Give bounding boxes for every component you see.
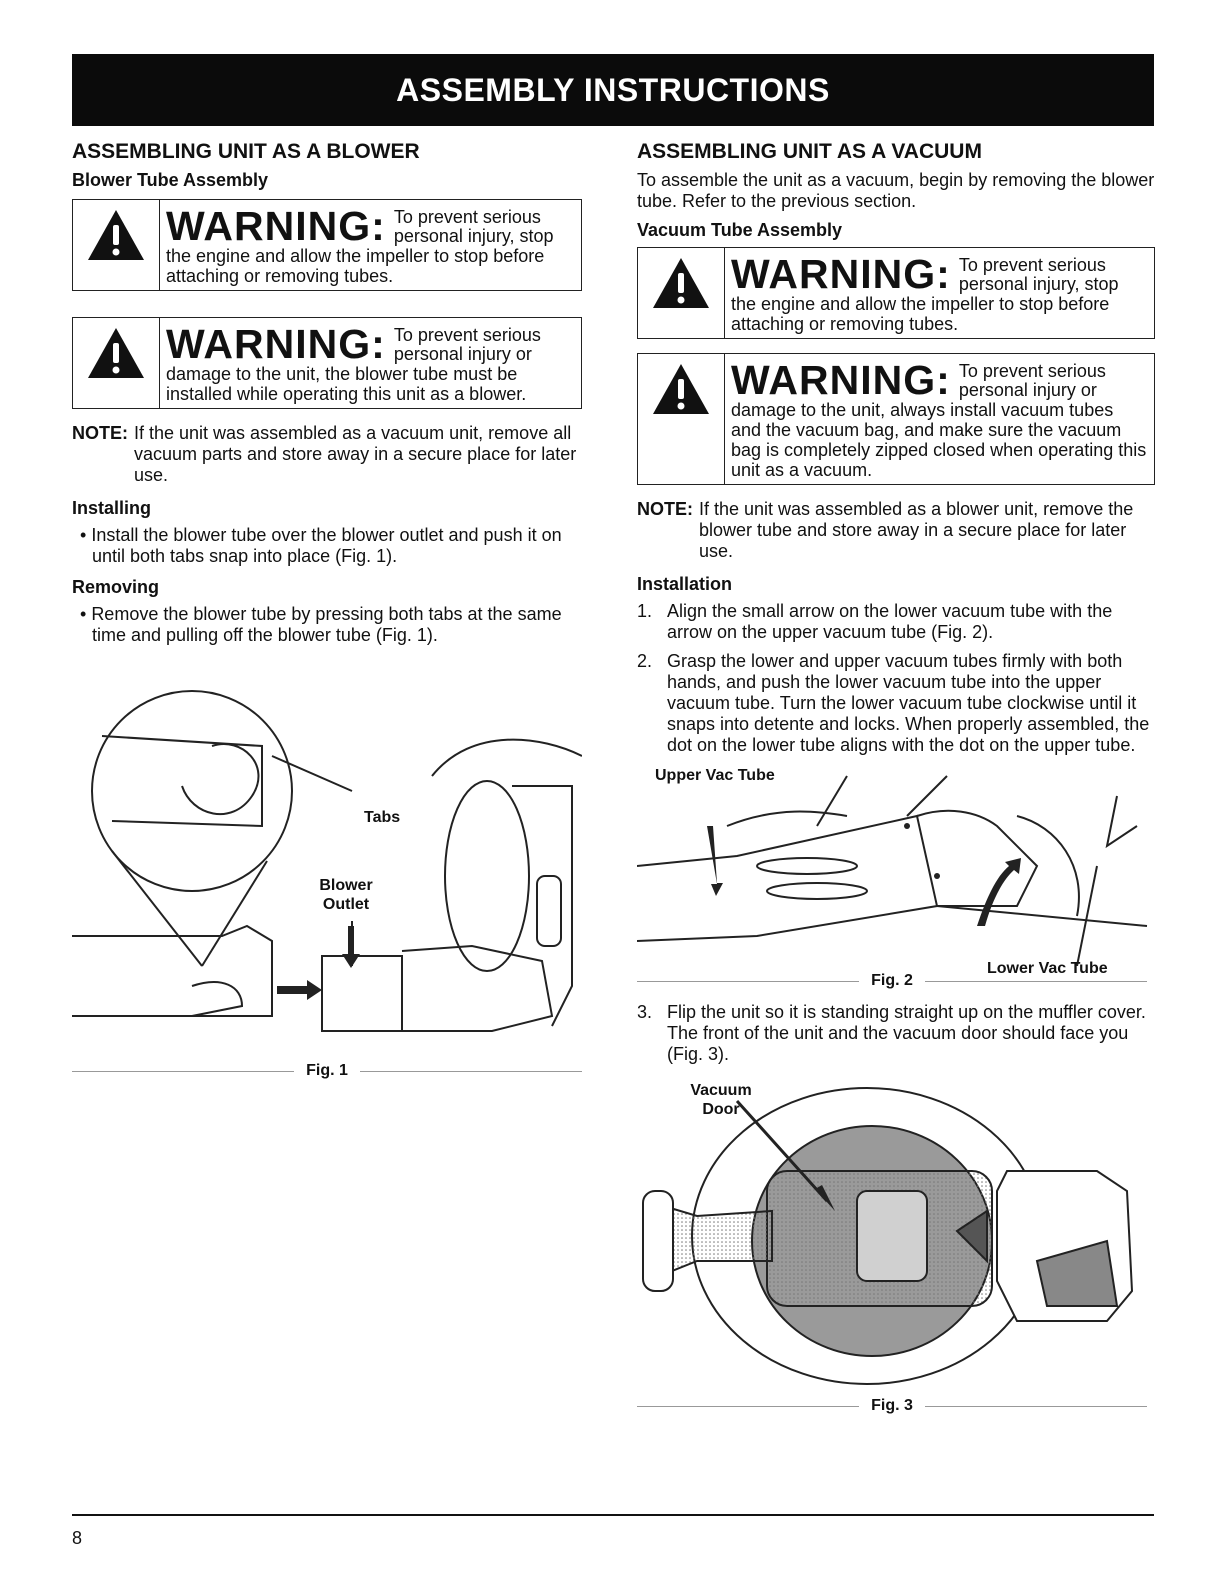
warning-lead: To prevent serious personal injury, stop: [958, 255, 1119, 294]
subheading-installation: Installation: [637, 574, 733, 594]
warning-text: damage to the unit, the blower tube must be installed while operating this unit as a blower.: [166, 364, 527, 404]
list-item: • Remove the blower tube by pressing both tabs at the same time and pulling off the blower tube (Fig. 1).: [80, 604, 562, 645]
figure-caption: Fig. 2: [637, 972, 1147, 990]
warning-word: WARNING:: [166, 203, 386, 249]
figure-caption: Fig. 1: [72, 1062, 582, 1080]
page-number: 8: [72, 1528, 83, 1548]
warning-word: WARNING:: [731, 357, 951, 403]
note-label: NOTE:: [637, 499, 693, 519]
note: [637, 499, 1155, 562]
fig3-door-label: Vacuum Door: [690, 1082, 752, 1118]
subheading-removing: Removing: [72, 577, 160, 597]
fig2-lower-label: Lower Vac Tube: [987, 960, 1108, 977]
list-item: 3. Flip the unit so it is standing straight up on the muffler cover. The front of the unit and the vacuum door should face you (Fig. 3).: [637, 1002, 1146, 1064]
figure-caption: Fig. 3: [637, 1397, 1147, 1415]
warning-box: [72, 199, 582, 291]
intro-text: To assemble the unit as a vacuum, begin by removing the blower tube. Refer to the previous section.: [637, 170, 1155, 211]
vac-tube-illustration: [637, 766, 1155, 966]
note-text: If the unit was assembled as a blower unit, remove the blower tube and store away in a secure place for later use.: [699, 499, 1134, 561]
warning-text: the engine and allow the impeller to stop before attaching or removing tubes.: [731, 294, 1110, 334]
vacuum-door-illustration: [637, 1081, 1155, 1391]
fig1-tabs-label: Tabs: [364, 809, 401, 826]
blower-tube-illustration: [72, 686, 582, 1046]
note: [72, 423, 582, 486]
list-item: • Install the blower tube over the blower outlet and push it on until both tabs snap into place (Fig. 1).: [80, 525, 562, 566]
subheading-vacuum-tube: Vacuum Tube Assembly: [637, 220, 843, 240]
steps-list: [637, 601, 1155, 756]
warning-lead: To prevent serious personal injury or: [393, 325, 541, 364]
warning-word: WARNING:: [731, 251, 951, 297]
warning-triangle-icon: [638, 248, 725, 338]
subheading-blower-tube: Blower Tube Assembly: [72, 170, 269, 190]
steps-list: [637, 1002, 1155, 1065]
figure-2: [637, 766, 1155, 996]
warning-text: the engine and allow the impeller to stop before attaching or removing tubes.: [166, 246, 545, 286]
figure-1: [72, 686, 582, 1086]
figure-3: [637, 1081, 1155, 1421]
warning-triangle-icon: [73, 200, 160, 290]
warning-triangle-icon: [638, 354, 725, 484]
warning-lead: To prevent serious personal injury, stop: [393, 207, 554, 246]
section-heading-vacuum: ASSEMBLING UNIT AS A VACUUM: [637, 140, 982, 163]
warning-word: WARNING:: [166, 321, 386, 367]
warning-box: [72, 317, 582, 409]
warning-box: [637, 353, 1155, 485]
note-text: If the unit was assembled as a vacuum unit, remove all vacuum parts and store away in a secure place for later use.: [134, 423, 577, 485]
right-column: [637, 140, 1155, 1421]
warning-box: [637, 247, 1155, 339]
warning-text: damage to the unit, always install vacuum tubes and the vacuum bag, and make sure the vacuum bag is completely zipped closed when operating this unit as a vacuum.: [731, 400, 1147, 480]
left-column: [72, 140, 582, 1086]
fig2-upper-label: Upper Vac Tube: [655, 767, 775, 784]
footer-rule: [72, 1514, 1154, 1516]
note-label: NOTE:: [72, 423, 128, 443]
list-item: 1. Align the small arrow on the lower vacuum tube with the arrow on the upper vacuum tube (Fig. 2).: [637, 601, 1113, 642]
warning-lead: To prevent serious personal injury or: [958, 361, 1106, 400]
subheading-installing: Installing: [72, 498, 152, 518]
warning-triangle-icon: [73, 318, 160, 408]
fig1-outlet-label: Blower Outlet: [319, 877, 373, 913]
section-heading-blower: ASSEMBLING UNIT AS A BLOWER: [72, 140, 420, 163]
page-title: ASSEMBLY INSTRUCTIONS: [396, 71, 830, 108]
list-item: 2. Grasp the lower and upper vacuum tubes firmly with both hands, and push the lower vacuum tube into the upper vacuum tube. Turn the lower vacuum tube clockwise until it snaps into detente and locks. When properly assembled, the dot on the lower tube aligns with the dot on the upper tube.: [637, 651, 1150, 755]
page-header: [72, 54, 1154, 126]
